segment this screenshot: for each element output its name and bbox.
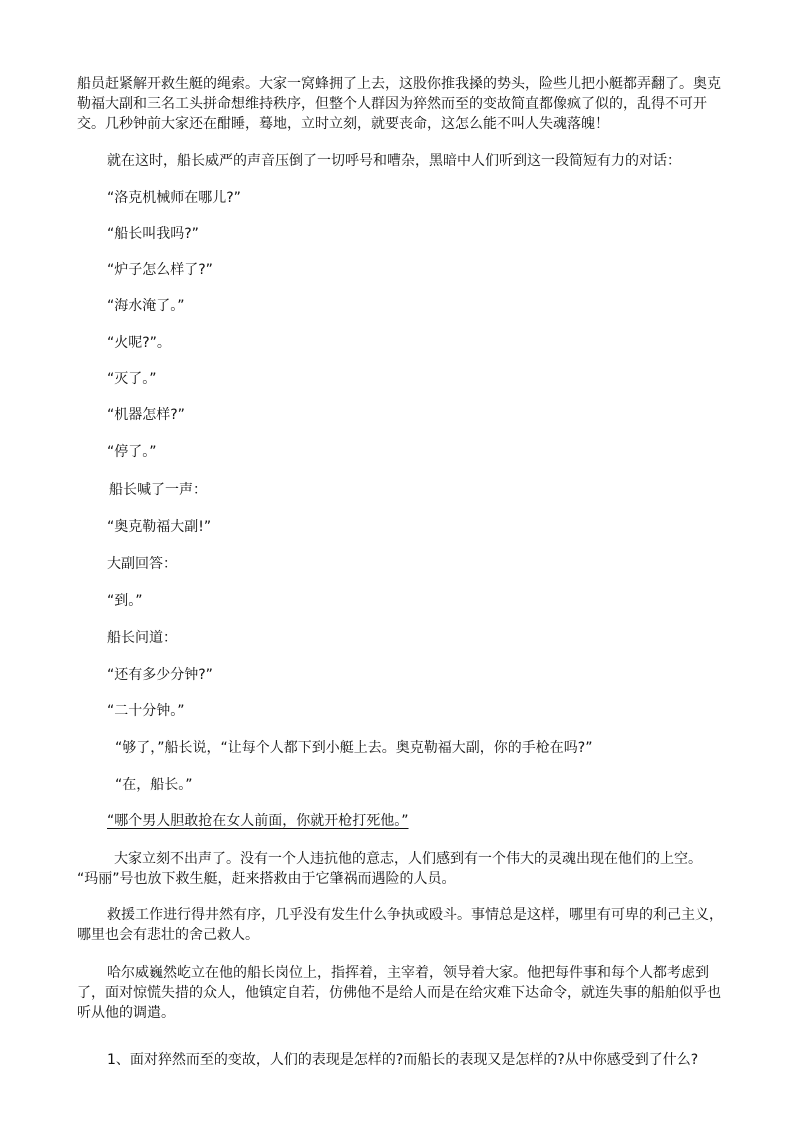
paragraph-1-line-2: 勒福大副和三名工头拼命想维持秩序，但整个人群因为猝然而至的变故简直都像疯了似的，乱得不可开 bbox=[77, 96, 707, 112]
dialogue-line-9: “奥克勒福大副!” bbox=[107, 519, 212, 535]
paragraph-5 bbox=[77, 963, 721, 1023]
dialogue-line-10: “到。” bbox=[107, 593, 143, 609]
narration-1: 船长喊了一声： bbox=[109, 482, 207, 498]
narration-2: 大副回答： bbox=[107, 556, 177, 572]
dialogue-line-8: “停了。” bbox=[107, 444, 157, 460]
dialogue-line-13: “够了，”船长说，“让每个人都下到小艇上去。奥克勒福大副，你的手枪在吗?” bbox=[115, 740, 593, 756]
paragraph-3-line-1: 大家立刻不出声了。没有一个人违抗他的意志，人们感到有一个伟大的灵魂出现在他们的上空。 bbox=[114, 851, 702, 867]
dialogue-line-12: “二十分钟。” bbox=[107, 703, 185, 719]
dialogue-line-6: “灭了。” bbox=[107, 371, 157, 387]
paragraph-3-line-2: “玛丽”号也放下救生艇，赶来搭救由于它肇祸而遇险的人员。 bbox=[77, 871, 456, 887]
paragraph-1-line-1: 船员赶紧解开救生艇的绳索。大家一窝蜂拥了上去，这股你推我搡的势头，险些儿把小艇都弄翻了。奥克 bbox=[77, 76, 721, 92]
narration-3: 船长问道： bbox=[107, 630, 177, 646]
paragraph-5-line-1: 哈尔威巍然屹立在他的船长岗位上，指挥着，主宰着，领导着大家。他把每件事和每个人都考虑到 bbox=[107, 965, 709, 981]
dialogue-line-3: “炉子怎么样了?” bbox=[107, 262, 213, 278]
dialogue-line-5: “火呢?”。 bbox=[107, 335, 171, 351]
dialogue-line-14: “在，船长。” bbox=[115, 777, 193, 793]
paragraph-1 bbox=[77, 74, 721, 134]
dialogue-line-7: “机器怎样?” bbox=[107, 407, 185, 423]
dialogue-line-15: “哪个男人胆敢抢在女人前面，你就开枪打死他。” bbox=[107, 813, 409, 829]
dialogue-line-1: “洛克机械师在哪儿?” bbox=[107, 190, 241, 206]
paragraph-5-line-2: 了，面对惊慌失措的众人，他镇定自若，仿佛他不是给人而是在给灾难下达命令，就连失事的船舶似乎也 bbox=[77, 985, 721, 1001]
dialogue-line-2: “船长叫我吗?” bbox=[107, 226, 199, 242]
paragraph-1-line-3: 交。几秒钟前大家还在酣睡，蓦地，立时立刻，就要丧命，这怎么能不叫人失魂落魄！ bbox=[77, 116, 609, 132]
paragraph-4-line-2: 哪里也会有悲壮的舍己救人。 bbox=[77, 927, 259, 943]
paragraph-2: 就在这时，船长威严的声音压倒了一切呼号和嘈杂，黑暗中人们听到这一段简短有力的对话： bbox=[107, 153, 681, 169]
paragraph-4 bbox=[77, 905, 721, 945]
dialogue-line-11: “还有多少分钟?” bbox=[107, 667, 213, 683]
paragraph-3 bbox=[77, 849, 721, 889]
paragraph-4-line-1: 救援工作进行得井然有序，几乎没有发生什么争执或殴斗。事情总是这样，哪里有可卑的利己主义， bbox=[107, 907, 723, 923]
dialogue-line-4: “海水淹了。” bbox=[107, 298, 185, 314]
paragraph-5-line-3: 听从他的调遣。 bbox=[77, 1005, 175, 1021]
question-1: 1、面对猝然而至的变故，人们的表现是怎样的?而船长的表现又是怎样的?从中你感受到了什么? bbox=[107, 1052, 699, 1068]
